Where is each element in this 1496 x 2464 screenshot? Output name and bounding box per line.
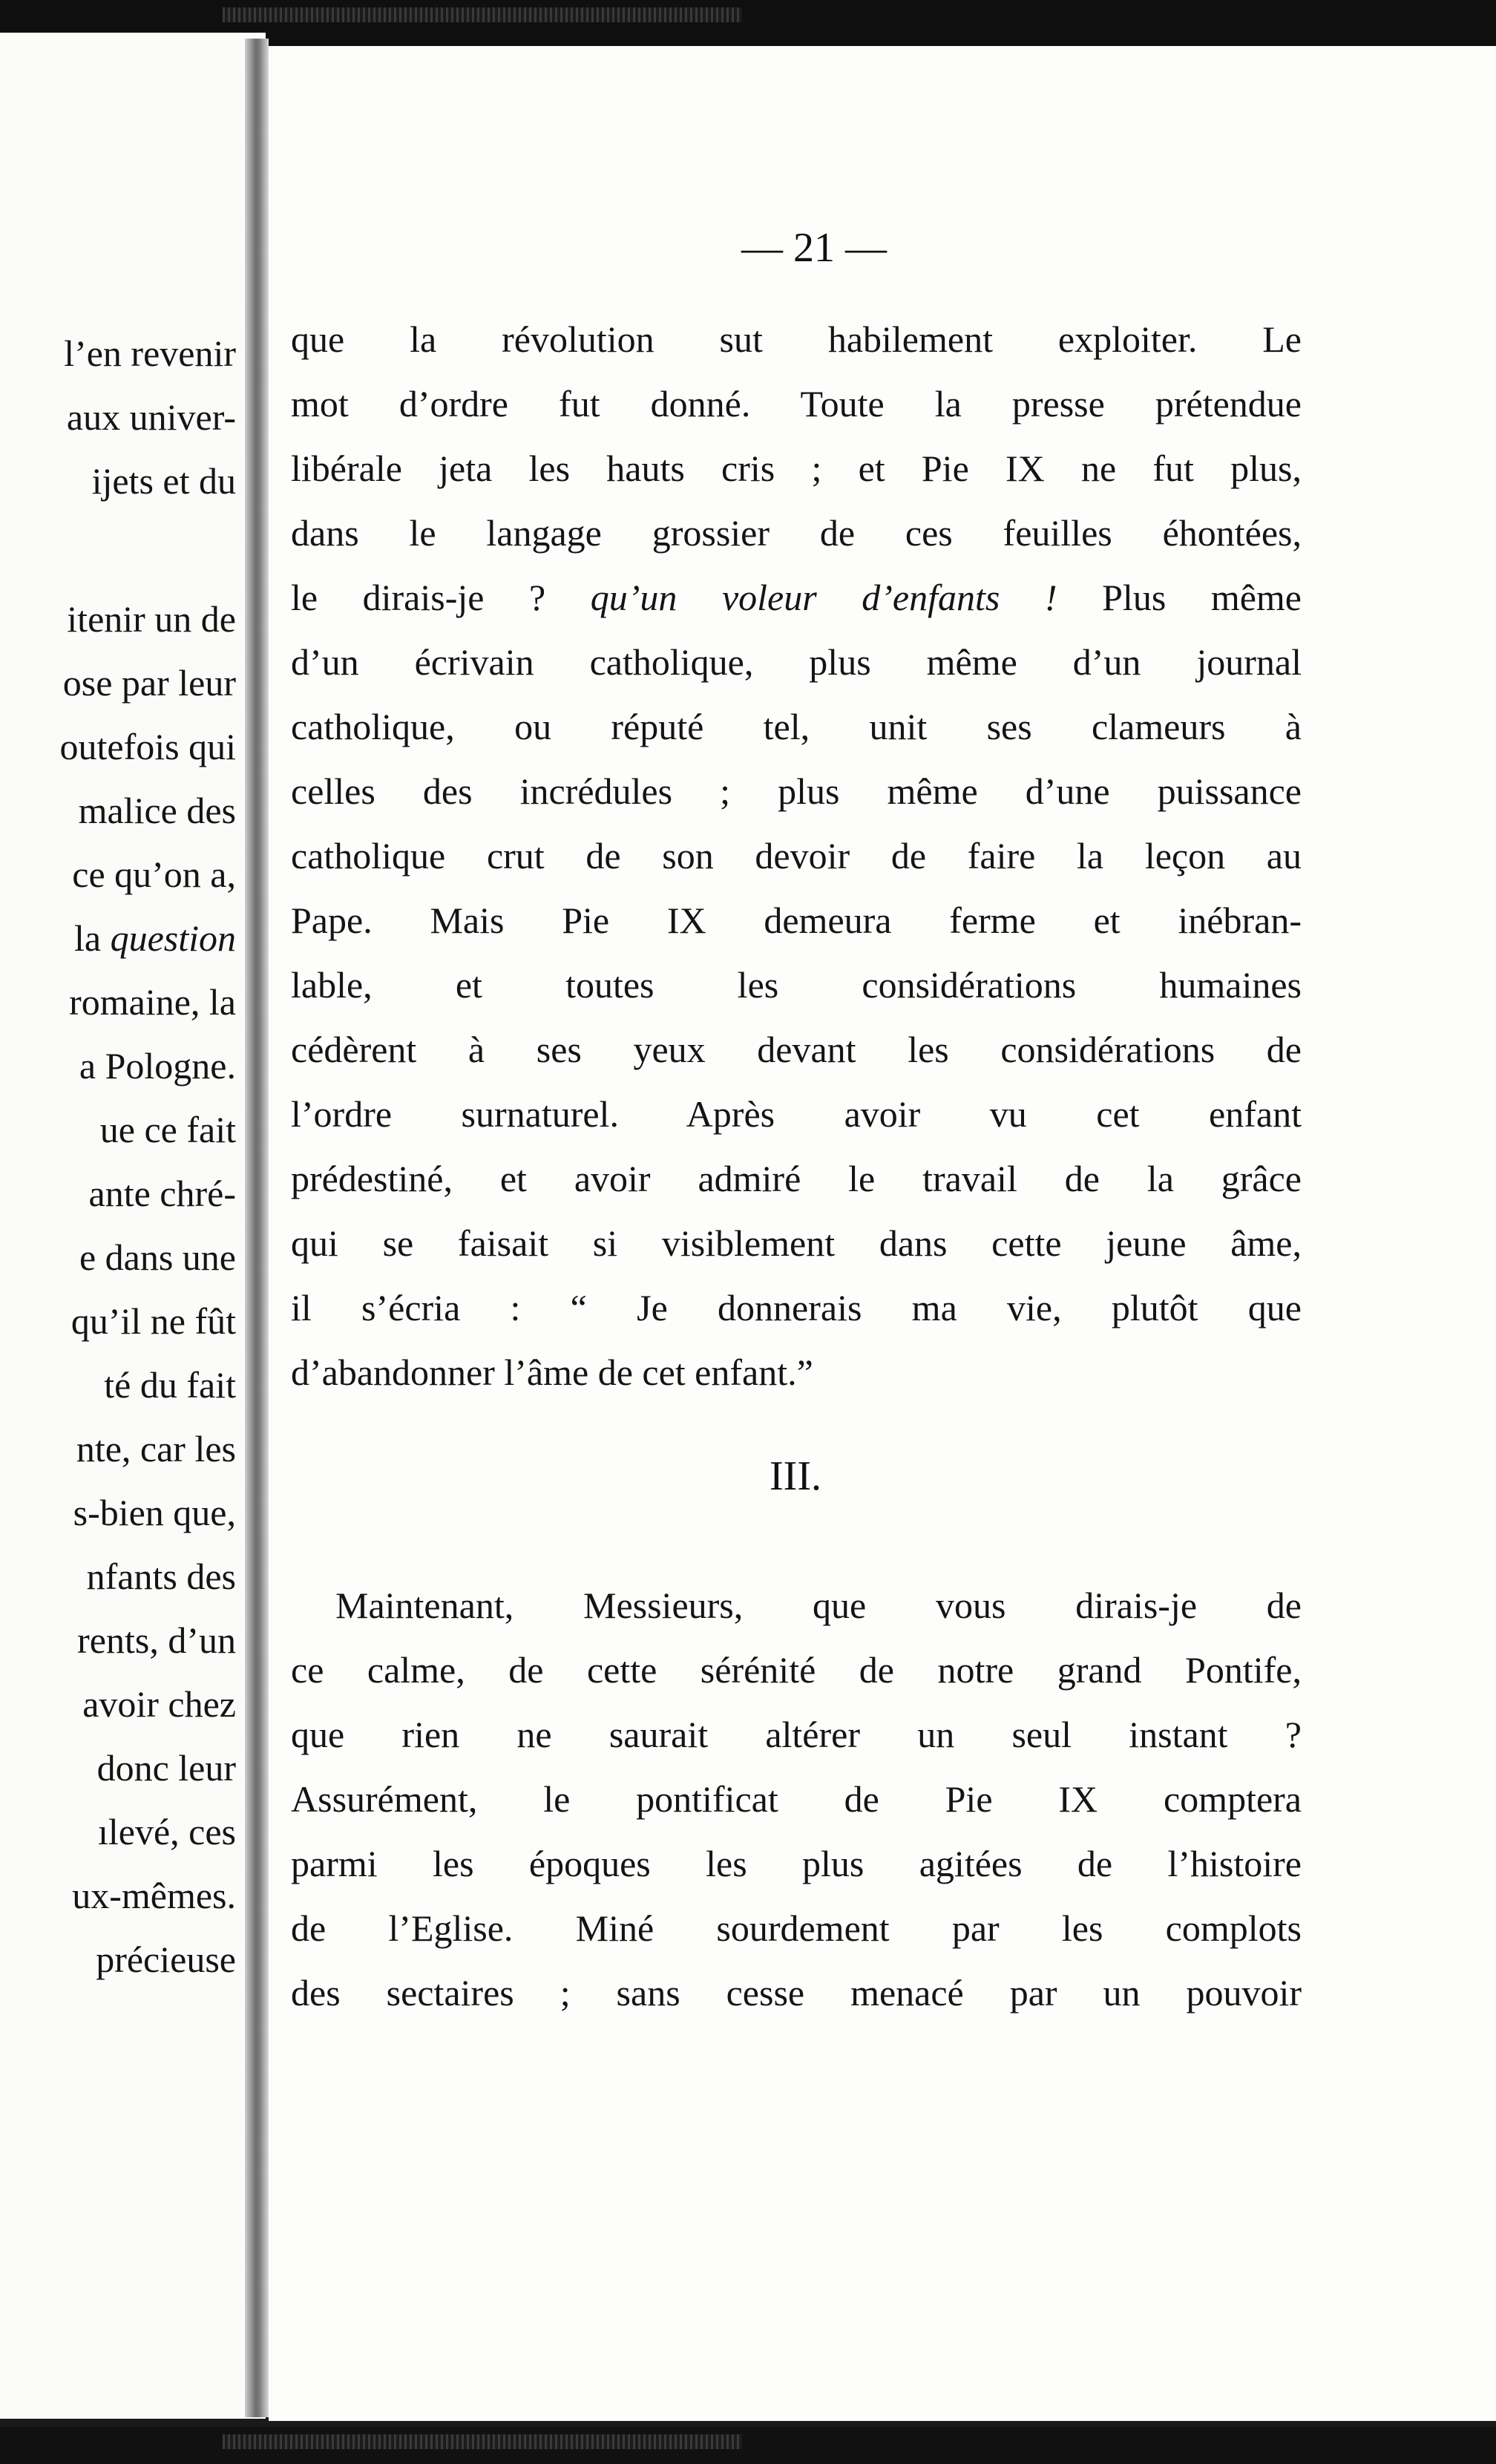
book-gutter <box>245 39 269 2417</box>
left-line: té du fait <box>104 1364 236 1406</box>
text-line: l’ordre surnaturel. Après avoir vu cet enfant <box>291 1093 1302 1135</box>
text-line: il s’écria : “ Je donnerais ma vie, plutôt que <box>291 1287 1302 1328</box>
paragraph-2 <box>291 1573 1302 2025</box>
text-line: mot d’ordre fut donné. Toute la presse prétendue <box>291 383 1302 425</box>
scan-bottom-strip <box>0 2427 1496 2464</box>
text-line: prédestiné, et avoir admiré le travail de la grâce <box>291 1158 1302 1199</box>
text-line: le dirais-je ? qu’un voleur d’enfants ! Plus même <box>291 577 1302 618</box>
left-line: nfants des <box>86 1556 236 1597</box>
page-number: — 21 — <box>741 225 887 271</box>
paragraph-1 <box>291 307 1302 1405</box>
left-line: ux-mêmes. <box>72 1875 236 1916</box>
text-line: Assurément, le pontificat de Pie IX comptera <box>291 1778 1302 1820</box>
text-line: catholique, ou réputé tel, unit ses clameurs à <box>291 706 1302 747</box>
text-line: Pape. Mais Pie IX demeura ferme et inébran- <box>291 900 1302 941</box>
left-line: donc leur <box>96 1747 236 1789</box>
text-line: cédèrent à ses yeux devant les considérations de <box>291 1029 1302 1070</box>
left-line: ijets et du <box>91 460 236 502</box>
left-line: avoir chez <box>82 1683 236 1725</box>
left-line: précieuse <box>96 1939 236 1980</box>
left-line: ante chré- <box>88 1173 236 1214</box>
text-line: que rien ne saurait altérer un seul instant ? <box>291 1714 1302 1755</box>
left-line: ue ce fait <box>99 1109 236 1150</box>
left-line: s-bien que, <box>73 1492 236 1533</box>
left-line: itenir un de <box>67 598 236 640</box>
left-line: rents, d’un <box>77 1619 236 1661</box>
left-line: nte, car les <box>76 1428 236 1469</box>
text-line: Maintenant, Messieurs, que vous dirais-je de <box>335 1585 1302 1626</box>
left-line: ılevé, ces <box>97 1811 236 1852</box>
left-line: aux univer- <box>66 396 236 438</box>
text-line: d’abandonner l’âme de cet enfant.” <box>291 1351 813 1393</box>
text-line: qui se faisait si visiblement dans cette jeune âme, <box>291 1222 1302 1264</box>
text-line: celles des incrédules ; plus même d’une puissance <box>291 770 1302 812</box>
section-heading: III. <box>770 1453 821 1499</box>
text-line: catholique crut de son devoir de faire la leçon au <box>291 835 1302 877</box>
text-line: que la révolution sut habilement exploiter. Le <box>291 318 1302 360</box>
text-line: des sectaires ; sans cesse menacé par un pouvoir <box>291 1972 1302 2014</box>
left-line: romaine, la <box>69 981 236 1023</box>
text-line: dans le langage grossier de ces feuilles éhontées, <box>291 512 1302 554</box>
text-line: d’un écrivain catholique, plus même d’un journal <box>291 641 1302 683</box>
left-line: malice des <box>78 790 236 831</box>
left-line: outefois qui <box>59 726 236 767</box>
left-line: l’en revenir <box>64 332 236 374</box>
text-line: lable, et toutes les considérations humaines <box>291 964 1302 1006</box>
text-line: parmi les époques les plus agitées de l’histoire <box>291 1843 1302 1884</box>
text-line: de l’Eglise. Miné sourdement par les complots <box>291 1907 1302 1949</box>
left-line: a Pologne. <box>79 1045 236 1087</box>
left-line: e dans une <box>79 1236 236 1278</box>
left-line: qu’il ne fût <box>70 1300 236 1342</box>
left-line: la question <box>73 917 236 959</box>
left-line: ose par leur <box>62 662 236 704</box>
text-line: ce calme, de cette sérénité de notre grand Pontife, <box>291 1649 1302 1691</box>
left-line: ce qu’on a, <box>72 853 236 895</box>
left-page <box>0 33 266 2419</box>
right-page <box>269 46 1496 2421</box>
text-line: libérale jeta les hauts cris ; et Pie IX ne fut plus, <box>291 448 1302 489</box>
